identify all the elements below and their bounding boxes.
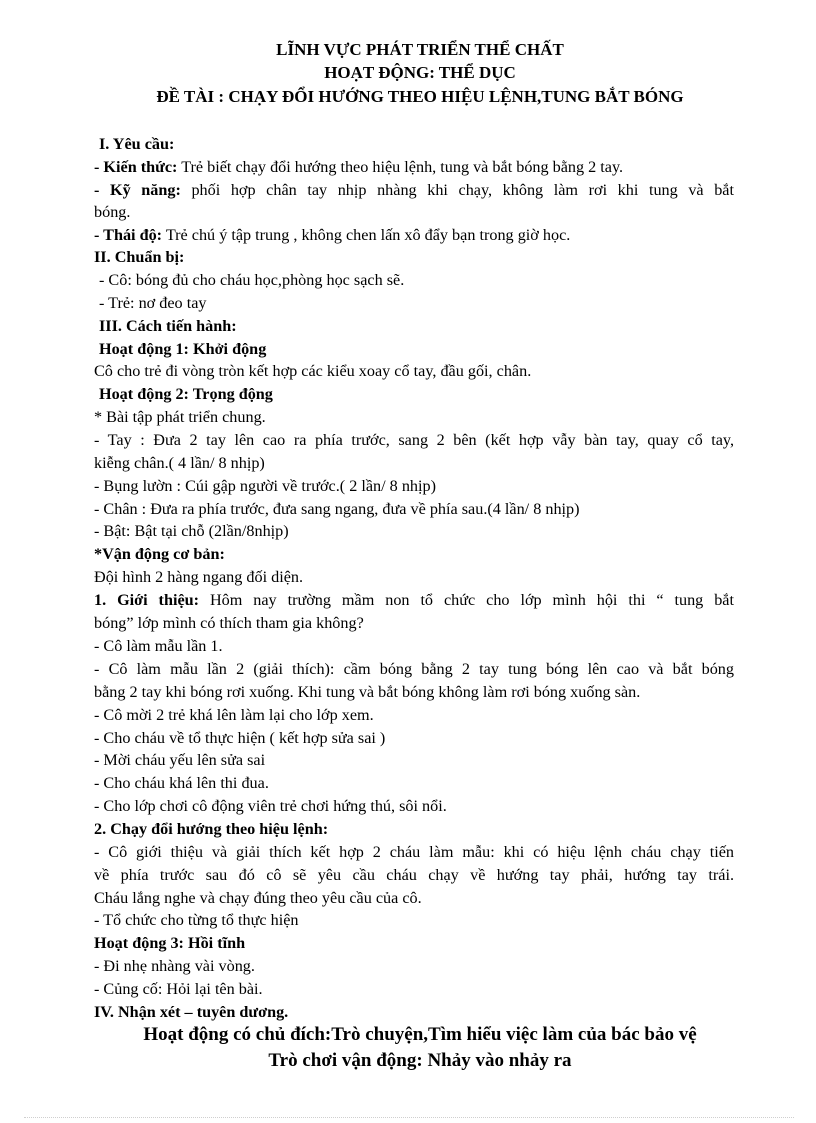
section-procedure-heading: III. Cách tiến hành:: [99, 317, 237, 335]
domain-title: LĨNH VỰC PHÁT TRIỂN THỂ CHẤT: [276, 40, 564, 59]
movement-game-title: Trò chơi vận động: Nhảy vào nhảy ra: [268, 1050, 572, 1071]
exercise-heading: * Bài tập phát triển chung.: [94, 408, 266, 426]
demo-second: - Cô làm mẫu lần 2 (giải thích): cầm bóng bằng 2 tay tung bóng lên cao và bắt bóng: [94, 660, 734, 678]
prep-children: - Trẻ: nơ đeo tay: [99, 294, 207, 312]
section-evaluation-heading: IV. Nhận xét – tuyên dương.: [94, 1003, 289, 1021]
jump-exercise: - Bật: Bật tại chỗ (2lần/8nhịp): [94, 522, 289, 540]
invite-children: - Cô mời 2 trẻ khá lên làm lại cho lớp xem.: [94, 706, 374, 724]
run-text-2: về phía trước sau đó cô sẽ yêu cầu cháu chạy về hướng tay phải, hướng tay trái.: [94, 866, 734, 884]
basic-movement-heading: *Vận động cơ bản:: [94, 545, 225, 563]
compete-children: - Cho cháu khá lên thi đua.: [94, 774, 269, 792]
group-practice: - Cho cháu về tổ thực hiện ( kết hợp sửa sai ): [94, 729, 386, 747]
demo-second-cont: bằng 2 tay khi bóng rơi xuống. Khi tung và bắt bóng không làm rơi bóng xuống sàn.: [94, 683, 641, 701]
cooldown-review: - Củng cố: Hỏi lại tên bài.: [94, 980, 263, 998]
section-requirements-heading: I. Yêu cầu:: [99, 135, 175, 153]
cooldown-walk: - Đi nhẹ nhàng vài vòng.: [94, 957, 255, 975]
arm-exercise: - Tay : Đưa 2 tay lên cao ra phía trước, sang 2 bên (kết hợp vẫy bàn tay, quay cổ tay,: [94, 431, 734, 449]
skill-line: - Kỹ năng: phối hợp chân tay nhịp nhàng khi chạy, không làm rơi khi tung và bắt: [94, 181, 734, 199]
belly-exercise: - Bụng lườn : Cúi gập người về trước.( 2 lần/ 8 nhịp): [94, 477, 436, 495]
weak-children: - Mời cháu yếu lên sửa sai: [94, 751, 266, 769]
intro-line-cont: bóng” lớp mình có thích tham gia không?: [94, 614, 364, 632]
page-bottom-border: [24, 1117, 794, 1118]
prep-teacher: - Cô: bóng đủ cho cháu học,phòng học sạch sẽ.: [99, 271, 405, 289]
run-text-1: - Cô giới thiệu và giải thích kết hợp 2 cháu làm mẫu: khi có hiệu lệnh cháu chạy tiến: [94, 843, 734, 861]
intro-line: 1. Giới thiệu: Hôm nay trường mầm non tổ chức cho lớp mình hội thi “ tung bắt: [94, 591, 734, 609]
arm-exercise-cont: kiễng chân.( 4 lần/ 8 nhịp): [94, 454, 265, 472]
activity1-text: Cô cho trẻ đi vòng tròn kết hợp các kiểu xoay cổ tay, đầu gối, chân.: [94, 362, 532, 380]
activity1-title: Hoạt động 1: Khởi động: [99, 340, 267, 358]
run-heading: 2. Chạy đổi hướng theo hiệu lệnh:: [94, 820, 329, 838]
activity3-title: Hoạt động 3: Hồi tĩnh: [94, 934, 246, 952]
knowledge-line: - Kiến thức: Trẻ biết chạy đổi hướng theo hiệu lệnh, tung và bắt bóng bằng 2 tay.: [94, 158, 624, 176]
demo-first: - Cô làm mẫu lần 1.: [94, 637, 223, 655]
topic-title: ĐỀ TÀI : CHẠY ĐỔI HƯỚNG THEO HIỆU LỆNH,TUNG BẮT BÓNG: [156, 87, 684, 106]
skill-line-cont: bóng.: [94, 203, 131, 221]
attitude-line: - Thái độ: Trẻ chú ý tập trung , không chen lấn xô đẩy bạn trong giờ học.: [94, 226, 571, 244]
run-text-4: - Tổ chức cho từng tổ thực hiện: [94, 911, 299, 929]
leg-exercise: - Chân : Đưa ra phía trước, đưa sang ngang, đưa về phía sau.(4 lần/ 8 nhịp): [94, 500, 580, 518]
formation-text: Đội hình 2 hàng ngang đối diện.: [94, 568, 304, 586]
purposeful-activity-title: Hoạt động có chủ đích:Trò chuyện,Tìm hiểu việc làm của bác bảo vệ: [143, 1024, 697, 1045]
class-play: - Cho lớp chơi cô động viên trẻ chơi hứng thú, sôi nổi.: [94, 797, 447, 815]
run-text-3: Cháu lắng nghe và chạy đúng theo yêu cầu của cô.: [94, 889, 422, 907]
activity2-title: Hoạt động 2: Trọng động: [99, 385, 273, 403]
section-preparation-heading: II. Chuẩn bị:: [94, 248, 185, 266]
activity-title: HOẠT ĐỘNG: THỂ DỤC: [324, 63, 516, 82]
